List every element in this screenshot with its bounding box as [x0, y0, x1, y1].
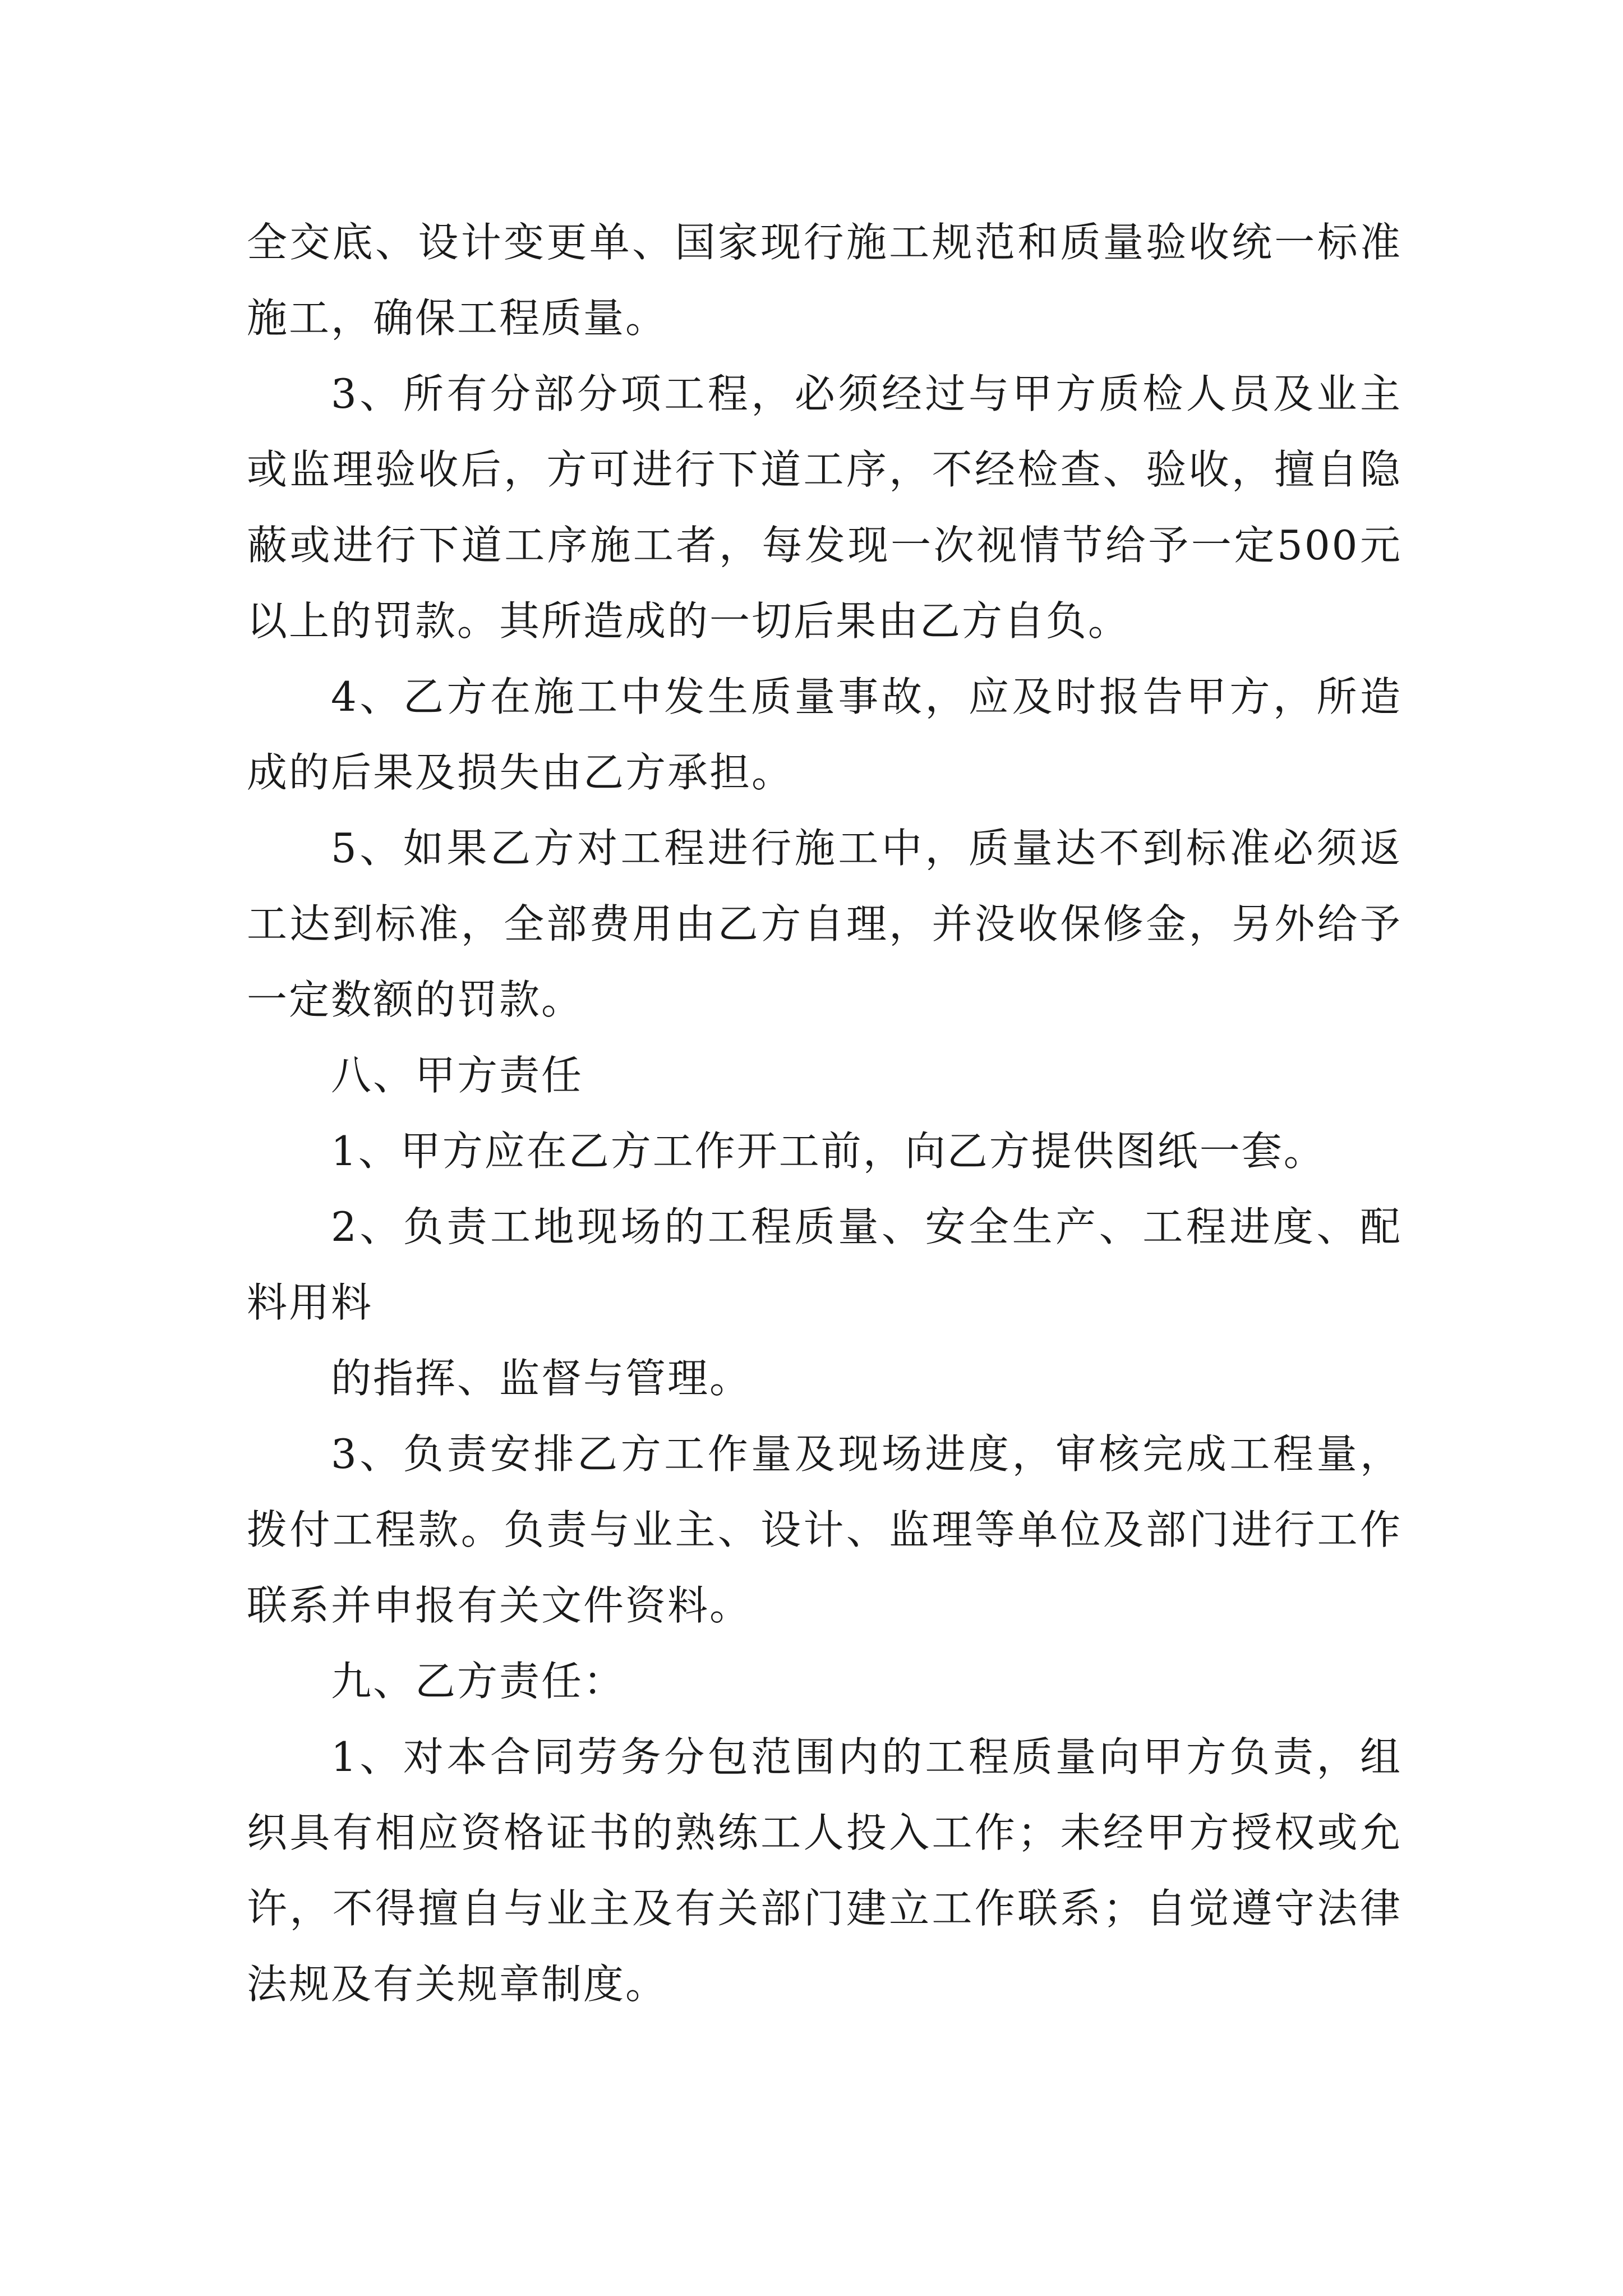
paragraph-party-b-item-1: 1、对本合同劳务分包范围内的工程质量向甲方负责，组织具有相应资格证书的熟练工人投入工作；未经甲方授权或允许，不得擅自与业主及有关部门建立工作联系；自觉遵守法律法规及有关规章制度。	[247, 1733, 1402, 2008]
paragraph-party-a-item-2-continued: 的指挥、监督与管理。	[331, 1355, 752, 1402]
paragraph-party-a-item-2: 2、负责工地现场的工程质量、安全生产、工程进度、配料用料	[247, 1203, 1402, 1326]
paragraph-item-5-rework: 5、如果乙方对工程进行施工中，质量达不到标准必须返工达到标准，全部费用由乙方自理，并没收保修金，另外给予一定数额的罚款。	[247, 825, 1402, 1023]
paragraph-item-4-quality-accident: 4、乙方在施工中发生质量事故，应及时报告甲方，所造成的后果及损失由乙方承担。	[247, 673, 1402, 796]
document-body	[247, 205, 1402, 2022]
section-heading-party-b-responsibility: 九、乙方责任：	[331, 1658, 626, 1705]
paragraph-party-a-item-1: 1、甲方应在乙方工作开工前，向乙方提供图纸一套。	[331, 1128, 1326, 1175]
paragraph-quality-standard-continuation: 全交底、设计变更单、国家现行施工规范和质量验收统一标准施工，确保工程质量。	[247, 219, 1402, 342]
paragraph-item-3-inspection: 3、所有分部分项工程，必须经过与甲方质检人员及业主或监理验收后，方可进行下道工序，不经检查、验收，擅自隐蔽或进行下道工序施工者，每发现一次视情节给予一定500元以上的罚款。其所造成的一切后果由乙方自负。	[247, 370, 1402, 645]
section-heading-party-a-responsibility: 八、甲方责任	[331, 1052, 584, 1099]
paragraph-party-a-item-3: 3、负责安排乙方工作量及现场进度，审核完成工程量，拨付工程款。负责与业主、设计、监理等单位及部门进行工作联系并申报有关文件资料。	[247, 1430, 1402, 1629]
